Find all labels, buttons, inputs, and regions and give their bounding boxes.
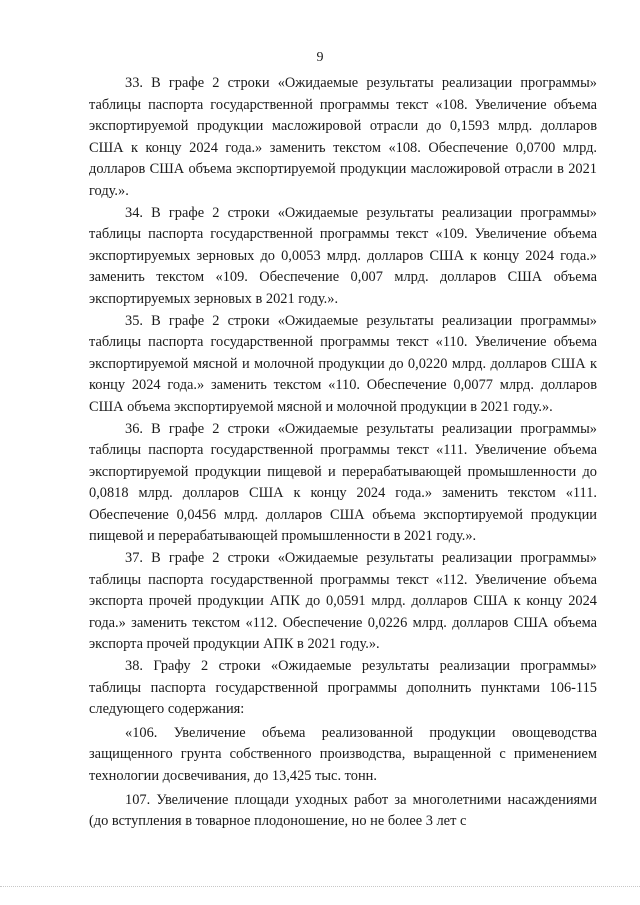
paragraph-34: 34. В графе 2 строки «Ожидаемые результаты реализации программы» таблицы паспорта государственной программы текст «109. Увеличение объема экспортируемых зерновых до 0,0053 млрд. долларов США к концу 2024 года.» заменить текстом «109. Обеспечение 0,007 млрд. долларов США объема экспортируемых зерновых в 2021 году.».: [89, 204, 597, 307]
paragraph-item-107: 107. Увеличение площади уходных работ за многолетними насаждениями (до вступления в товарное плодоношение, но не более 3 лет с: [89, 791, 597, 830]
paragraph-37: 37. В графе 2 строки «Ожидаемые результаты реализации программы» таблицы паспорта государственной программы текст «112. Увеличение объема экспорта прочей продукции АПК до 0,0591 млрд. долларов США к концу 2024 года.» заменить текстом «112. Обеспечение 0,0226 млрд. долларов США объема экспорта прочей продукции АПК в 2021 году.».: [89, 550, 597, 653]
paragraph-35: 35. В графе 2 строки «Ожидаемые результаты реализации программы» таблицы паспорта государственной программы текст «110. Увеличение объема экспортируемой мясной и молочной продукции до 0,0220 млрд. долларов США к концу 2024 года.» заменить текстом «110. Обеспечение 0,0077 млрд. долларов США объема экспортируемой мясной и молочной продукции в 2021 году.».: [89, 312, 597, 415]
paragraph-36: 36. В графе 2 строки «Ожидаемые результаты реализации программы» таблицы паспорта государственной программы текст «111. Увеличение объема экспортируемой продукции пищевой и перерабатывающей промышленности до 0,0818 млрд. долларов США к концу 2024 года.» заменить текстом «111. Обеспечение 0,0456 млрд. долларов США объема экспортируемой продукции пищевой и перерабатывающей промышленности в 2021 году.».: [89, 420, 597, 545]
document-body: [89, 73, 597, 833]
paragraph-38: 38. Графу 2 строки «Ожидаемые результаты реализации программы» таблицы паспорта государственной программы дополнить пунктами 106-115 следующего содержания:: [89, 658, 597, 718]
scan-artifact-line: [0, 886, 640, 888]
page-number: 9: [316, 50, 324, 65]
paragraph-33: 33. В графе 2 строки «Ожидаемые результаты реализации программы» таблицы паспорта государственной программы текст «108. Увеличение объема экспортируемой продукции масложировой отрасли до 0,1593 млрд. долларов США к концу 2024 года.» заменить текстом «108. Обеспечение 0,0700 млрд. долларов США объема экспортируемой продукции масложировой отрасли в 2021 году.».: [89, 75, 597, 199]
paragraph-item-106: «106. Увеличение объема реализованной продукции овощеводства защищенного грунта собственного производства, выращенной с применением технологии досвечивания, до 13,425 тыс. тонн.: [89, 724, 597, 784]
